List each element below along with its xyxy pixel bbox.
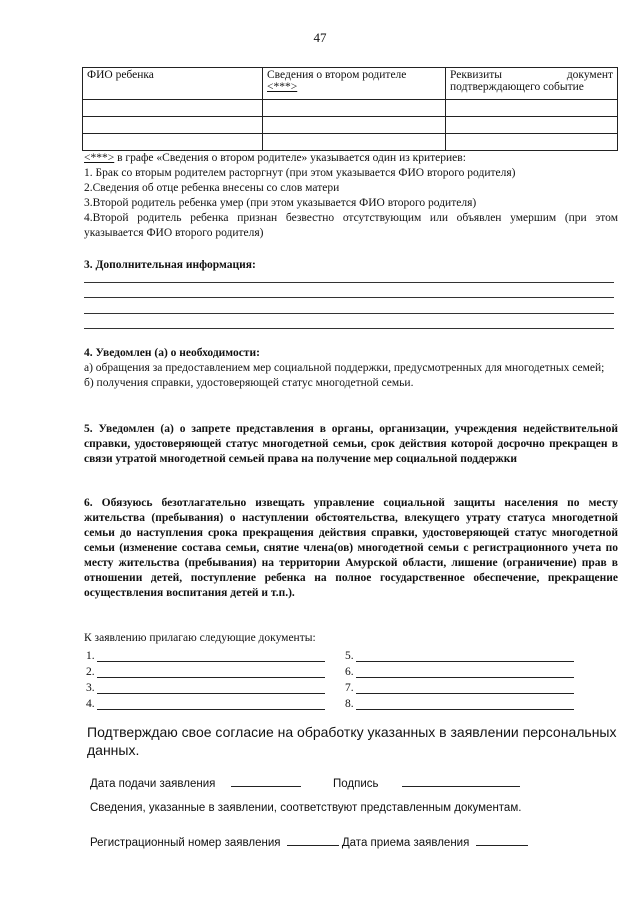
additional-info-line[interactable]	[84, 282, 614, 283]
section5-text: 5. Уведомлен (а) о запрете представления в органы, организации, учреждения недействительной справки, удостоверяющей статус многодетной семьи, срок действия которой досрочно прекращен в связи утратой многодетной семьей права на получение мер социальной поддержки	[84, 423, 618, 465]
section4-block	[84, 346, 618, 391]
section4-item-a: а) обращения за предоставлением мер социальной поддержки, предусмотренных для многодетных семей;	[84, 362, 605, 374]
header-requisites-word2: документ	[566, 69, 613, 81]
header-child-name: ФИО ребенка	[83, 68, 263, 100]
additional-info-line[interactable]	[84, 313, 614, 314]
additional-info-line[interactable]	[84, 297, 614, 298]
header-requisites	[446, 68, 618, 100]
conformity-text: Сведения, указанные в заявлении, соответствуют представленным документам.	[90, 802, 522, 814]
attachment-line-5[interactable]: 5.	[345, 649, 574, 662]
date-filed-field[interactable]	[231, 775, 301, 787]
header-second-parent	[263, 68, 446, 100]
criteria-note: в графе «Сведения о втором родителе» указывается один из критериев:	[114, 152, 466, 164]
section6-text: 6. Обязуюсь безотлагательно извещать управление социальной защиты населения по месту жительства (пребывания) о наступлении обстоятельства, влекущего утрату статуса многодетной семьи до наступления срока прекращения действия справки, удостоверяющей статус многодетной семьи (изменение состава семьи, снятие члена(ов) многодетной семьи с регистрационного учета по месту жительства (пребывания) на территории Амурской области, лишение (ограничение) прав в отношении детей, поступление ребенка на полное государственное обеспечение, прекращение осуществления воспитания детей и т.п.).	[84, 497, 618, 599]
second-parent-table	[82, 67, 618, 151]
registration-number-field[interactable]	[287, 834, 339, 846]
date-filed-row	[90, 775, 301, 790]
date-filed-label: Дата подачи заявления	[90, 778, 216, 790]
section4-title: 4. Уведомлен (а) о необходимости:	[84, 347, 260, 359]
criteria-item: 1. Брак со вторым родителем расторгнут (при этом указывается ФИО второго родителя)	[84, 167, 516, 179]
criteria-ref: <***>	[84, 152, 115, 164]
header-second-parent-text: Сведения о втором родителе	[267, 69, 407, 81]
header-requisites-word1: Реквизиты	[450, 69, 502, 81]
attachment-line-6[interactable]: 6.	[345, 665, 574, 678]
section4-item-b: б) получения справки, удостоверяющей статус многодетной семьи.	[84, 377, 414, 389]
attachment-line-4[interactable]: 4.	[86, 697, 325, 710]
attachment-line-2[interactable]: 2.	[86, 665, 325, 678]
table-row	[83, 134, 618, 151]
accept-date-label: Дата приема заявления	[341, 837, 470, 849]
table-row	[83, 100, 618, 117]
attachments-intro: К заявлению прилагаю следующие документы:	[84, 632, 316, 644]
header-requisites-line2: подтверждающего событие	[450, 81, 584, 93]
accept-date-field[interactable]	[476, 834, 528, 846]
attachment-line-8[interactable]: 8.	[345, 697, 574, 710]
header-second-parent-ref: <***>	[267, 81, 298, 93]
attachment-line-7[interactable]: 7.	[345, 681, 574, 694]
criteria-item: 2.Сведения об отце ребенка внесены со слов матери	[84, 182, 340, 194]
signature-row	[333, 775, 520, 790]
attachment-line-3[interactable]: 3.	[86, 681, 325, 694]
registration-number-label: Регистрационный номер заявления	[90, 837, 281, 849]
signature-label: Подпись	[333, 778, 379, 790]
registration-row	[90, 834, 528, 849]
section3-title: 3. Дополнительная информация:	[84, 259, 256, 271]
additional-info-line[interactable]	[84, 328, 614, 329]
criteria-item: 4.Второй родитель ребенка признан безвестно отсутствующим или объявлен умершим (при этом указывается ФИО второго родителя)	[84, 212, 618, 239]
table-row	[83, 117, 618, 134]
criteria-item: 3.Второй родитель ребенка умер (при этом указывается ФИО второго родителя)	[84, 197, 477, 209]
consent-text: Подтверждаю свое согласие на обработку указанных в заявлении персональных данных.	[87, 724, 617, 758]
criteria-block	[84, 151, 618, 241]
table-header-row	[83, 68, 618, 100]
criteria-intro	[84, 151, 618, 166]
signature-field[interactable]	[402, 775, 520, 787]
attachment-line-1[interactable]: 1.	[86, 649, 325, 662]
page-number: 47	[313, 30, 327, 45]
